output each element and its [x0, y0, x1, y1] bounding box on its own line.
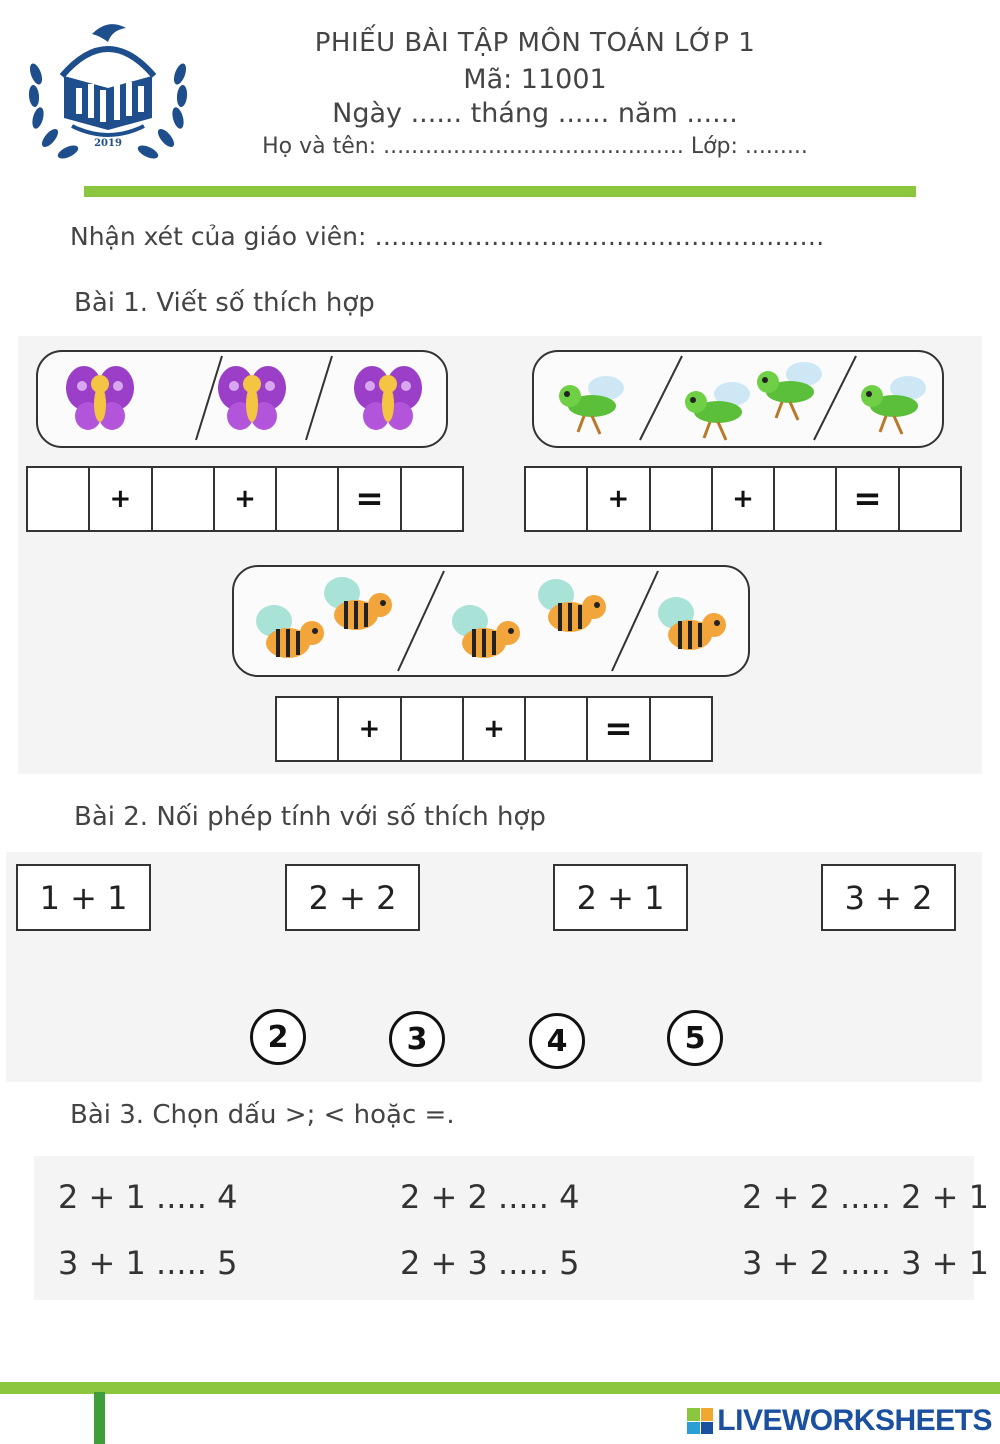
comparison-item[interactable]: 2 + 3 ..... 5 — [400, 1244, 580, 1282]
worksheet-code: Mã: 11001 — [463, 64, 607, 95]
expression-box-3[interactable]: 2 + 1 — [553, 864, 688, 931]
expression-box-2[interactable]: 2 + 2 — [285, 864, 420, 931]
equals-sign: = — [339, 468, 401, 530]
comparison-item[interactable]: 3 + 1 ..... 5 — [58, 1244, 238, 1282]
grasshopper-icon — [757, 362, 822, 420]
answer-box[interactable] — [402, 698, 464, 760]
number-circle-3[interactable]: 3 — [389, 1011, 445, 1067]
footer-divider — [0, 1382, 1000, 1394]
answer-box[interactable] — [277, 468, 339, 530]
answer-box[interactable] — [900, 468, 960, 530]
expression-box-1[interactable]: 1 + 1 — [16, 864, 151, 931]
liveworksheets-badge-icon — [687, 1408, 713, 1434]
comparison-item[interactable]: 2 + 1 ..... 4 — [58, 1178, 238, 1216]
liveworksheets-brand: LIVEWORKSHEETS — [717, 1404, 992, 1437]
svg-text:2019: 2019 — [94, 138, 122, 149]
number-circle-4[interactable]: 4 — [529, 1013, 585, 1069]
comparison-item[interactable]: 2 + 2 ..... 2 + 1 — [742, 1178, 989, 1216]
butterfly-answer-row — [26, 466, 464, 532]
footer-accent — [94, 1392, 105, 1444]
number-circle-5[interactable]: 5 — [667, 1010, 723, 1066]
book-laurel-logo-icon — [22, 14, 194, 164]
plus-sign: + — [464, 698, 526, 760]
answer-box[interactable] — [153, 468, 215, 530]
answer-input[interactable] — [775, 468, 835, 530]
grasshopper-icon — [861, 376, 926, 434]
answer-input[interactable] — [651, 468, 711, 530]
bee-answer-row — [275, 696, 713, 762]
expression-box-4[interactable]: 3 + 2 — [821, 864, 956, 931]
plus-sign: + — [713, 468, 775, 530]
answer-input[interactable] — [526, 698, 586, 760]
bee-icon — [452, 605, 520, 658]
liveworksheets-logo — [687, 1404, 992, 1438]
grasshopper-icon — [685, 382, 750, 440]
answer-input[interactable] — [402, 698, 462, 760]
grasshopper-frame — [532, 350, 944, 448]
plus-sign: + — [339, 698, 401, 760]
answer-box[interactable] — [651, 698, 711, 760]
answer-input[interactable] — [900, 468, 960, 530]
date-line: Ngày ...... tháng ...... năm ...... — [332, 98, 738, 129]
answer-box[interactable] — [28, 468, 90, 530]
butterfly-icon — [66, 366, 134, 430]
comparison-item[interactable]: 3 + 2 ..... 3 + 1 — [742, 1244, 989, 1282]
bee-icon — [324, 577, 392, 630]
answer-input[interactable] — [402, 468, 462, 530]
bee-frame — [232, 565, 750, 677]
bee-icon — [658, 597, 726, 650]
butterfly-icon — [218, 366, 286, 430]
comparison-item[interactable]: 2 + 2 ..... 4 — [400, 1178, 580, 1216]
answer-box[interactable] — [402, 468, 462, 530]
plus-sign: + — [215, 468, 277, 530]
worksheet-title: PHIẾU BÀI TẬP MÔN TOÁN LỚP 1 — [314, 28, 756, 58]
bai1-title: Bài 1. Viết số thích hợp — [74, 288, 375, 318]
answer-box[interactable] — [775, 468, 837, 530]
answer-input[interactable] — [277, 468, 337, 530]
grasshopper-answer-row — [524, 466, 962, 532]
bee-icon — [256, 605, 324, 658]
answer-box[interactable] — [526, 698, 588, 760]
bai2-title: Bài 2. Nối phép tính với số thích hợp — [74, 802, 546, 832]
equals-sign: = — [588, 698, 650, 760]
number-circle-2[interactable]: 2 — [250, 1009, 306, 1065]
butterfly-frame — [36, 350, 448, 448]
header-divider — [84, 186, 916, 197]
teacher-comment: Nhận xét của giáo viên: ……………………………………………… — [70, 222, 825, 251]
answer-box[interactable] — [277, 698, 339, 760]
butterfly-icon — [354, 366, 422, 430]
school-logo — [22, 14, 194, 164]
answer-input[interactable] — [153, 468, 213, 530]
plus-sign: + — [90, 468, 152, 530]
answer-input[interactable] — [651, 698, 711, 760]
plus-sign: + — [588, 468, 650, 530]
bai3-title: Bài 3. Chọn dấu >; < hoặc =. — [70, 1100, 455, 1130]
answer-box[interactable] — [526, 468, 588, 530]
answer-input[interactable] — [28, 468, 88, 530]
name-class-line: Họ và tên: ........................................... Lớp: ......... — [262, 134, 808, 159]
answer-box[interactable] — [651, 468, 713, 530]
answer-input[interactable] — [277, 698, 337, 760]
answer-input[interactable] — [526, 468, 586, 530]
grasshopper-icon — [559, 376, 624, 434]
equals-sign: = — [837, 468, 899, 530]
bee-icon — [538, 579, 606, 632]
